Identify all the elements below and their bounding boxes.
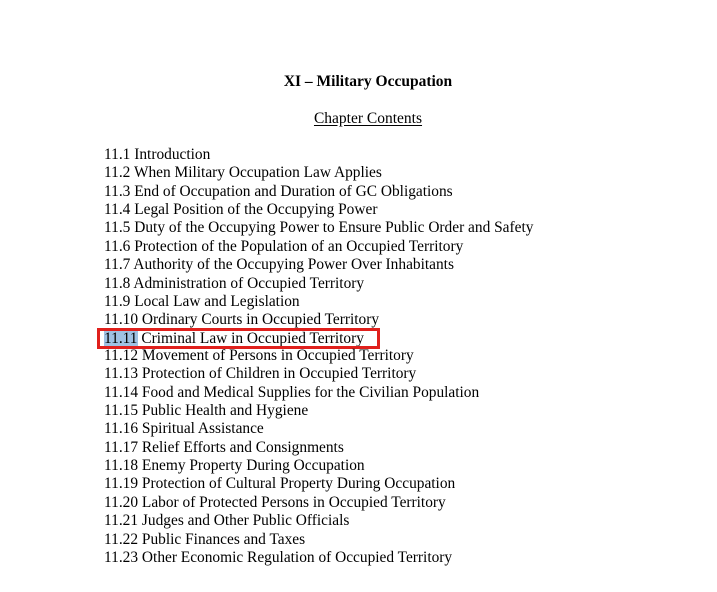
toc-entry-number: 11.9 [104, 292, 131, 310]
toc-entry-title: End of Occupation and Duration of GC Obligations [134, 182, 453, 200]
toc-entry-11-10[interactable] [104, 311, 533, 329]
toc-entry-11-23[interactable] [104, 549, 533, 567]
toc-entry-number: 11.15 [104, 402, 139, 420]
toc-entry-11-22[interactable] [104, 531, 533, 549]
toc-entry-number: 11.1 [104, 146, 131, 163]
toc-entry-11-14[interactable] [104, 384, 533, 402]
toc-entry-11-18[interactable] [104, 457, 533, 475]
toc-entry-11-6[interactable] [104, 238, 533, 256]
toc-entry-title: Movement of Persons in Occupied Territory [141, 346, 414, 364]
toc-entry-title: Spiritual Assistance [141, 420, 264, 438]
toc-entry-title: Labor of Protected Persons in Occupied Territory [141, 493, 446, 511]
toc-entry-number-highlighted: 11.11 [104, 329, 138, 347]
toc-entry-title: Administration of Occupied Territory [133, 274, 365, 292]
toc-entry-title: Judges and Other Public Officials [141, 512, 350, 530]
toc-entry-title: Relief Efforts and Consignments [141, 438, 344, 456]
toc-entry-title: Protection of Children in Occupied Territory [141, 365, 417, 383]
toc-entry-number: 11.13 [104, 365, 139, 383]
toc-entry-number: 11.17 [104, 438, 139, 456]
toc-entry-11-13[interactable] [104, 365, 533, 383]
toc-entry-number: 11.20 [104, 493, 139, 511]
toc-entry-title: Other Economic Regulation of Occupied Territory [141, 548, 453, 566]
toc-entry-title: Protection of Cultural Property During Occupation [141, 475, 456, 493]
toc-entry-11-15[interactable] [104, 402, 533, 420]
toc-entry-title: Duty of the Occupying Power to Ensure Public Order and Safety [134, 219, 534, 237]
toc-entry-number: 11.10 [104, 311, 139, 329]
toc-entry-title: Public Finances and Taxes [141, 530, 306, 548]
toc-entry-number: 11.6 [104, 237, 131, 255]
toc-entry-title: Protection of the Population of an Occupied Territory [134, 237, 464, 255]
toc-entry-number: 11.19 [104, 475, 139, 493]
table-of-contents [104, 146, 533, 567]
toc-entry-number: 11.4 [104, 201, 131, 219]
toc-entry-number: 11.8 [104, 274, 131, 292]
toc-entry-11-7[interactable] [104, 256, 533, 274]
chapter-contents-heading[interactable]: Chapter Contents [313, 110, 423, 127]
toc-entry-number: 11.3 [104, 182, 131, 200]
toc-entry-title: Criminal Law in Occupied Territory [141, 329, 364, 347]
toc-entry-number: 11.16 [104, 420, 139, 438]
toc-entry-number: 11.14 [104, 383, 139, 401]
toc-entry-title: Enemy Property During Occupation [141, 457, 365, 475]
toc-entry-number: 11.7 [104, 256, 131, 274]
toc-entry-11-1[interactable] [104, 146, 533, 164]
toc-entry-11-21[interactable] [104, 512, 533, 530]
toc-entry-11-5[interactable] [104, 219, 533, 237]
toc-entry-11-8[interactable] [104, 275, 533, 293]
toc-entry-11-12[interactable] [104, 347, 533, 365]
toc-entry-11-9[interactable] [104, 293, 533, 311]
toc-entry-number: 11.18 [104, 457, 139, 475]
toc-entry-number: 11.2 [104, 164, 131, 182]
toc-entry-11-16[interactable] [104, 420, 533, 438]
toc-entry-11-19[interactable] [104, 475, 533, 493]
toc-entry-title: Ordinary Courts in Occupied Territory [141, 311, 380, 329]
toc-entry-title: When Military Occupation Law Applies [133, 164, 382, 182]
toc-entry-number: 11.12 [104, 346, 139, 364]
toc-entry-number: 11.21 [104, 512, 139, 530]
toc-entry-number: 11.23 [104, 548, 139, 566]
toc-entry-11-4[interactable] [104, 201, 533, 219]
toc-entry-number: 11.5 [104, 219, 131, 237]
toc-entry-11-2[interactable] [104, 164, 533, 182]
toc-entry-11-3[interactable] [104, 183, 533, 201]
toc-entry-title: Food and Medical Supplies for the Civilian Population [141, 383, 480, 401]
toc-entry-number: 11.22 [104, 530, 139, 548]
toc-entry-title: Public Health and Hygiene [141, 402, 309, 420]
toc-entry-title: Local Law and Legislation [134, 292, 300, 310]
toc-entry-11-11-selected[interactable] [104, 330, 533, 348]
toc-entry-title: Introduction [134, 146, 211, 163]
toc-entry-11-17[interactable] [104, 439, 533, 457]
chapter-title: XI – Military Occupation [283, 73, 453, 90]
toc-entry-title: Authority of the Occupying Power Over Inhabitants [133, 256, 454, 274]
toc-entry-11-20[interactable] [104, 494, 533, 512]
toc-entry-title: Legal Position of the Occupying Power [134, 201, 378, 219]
